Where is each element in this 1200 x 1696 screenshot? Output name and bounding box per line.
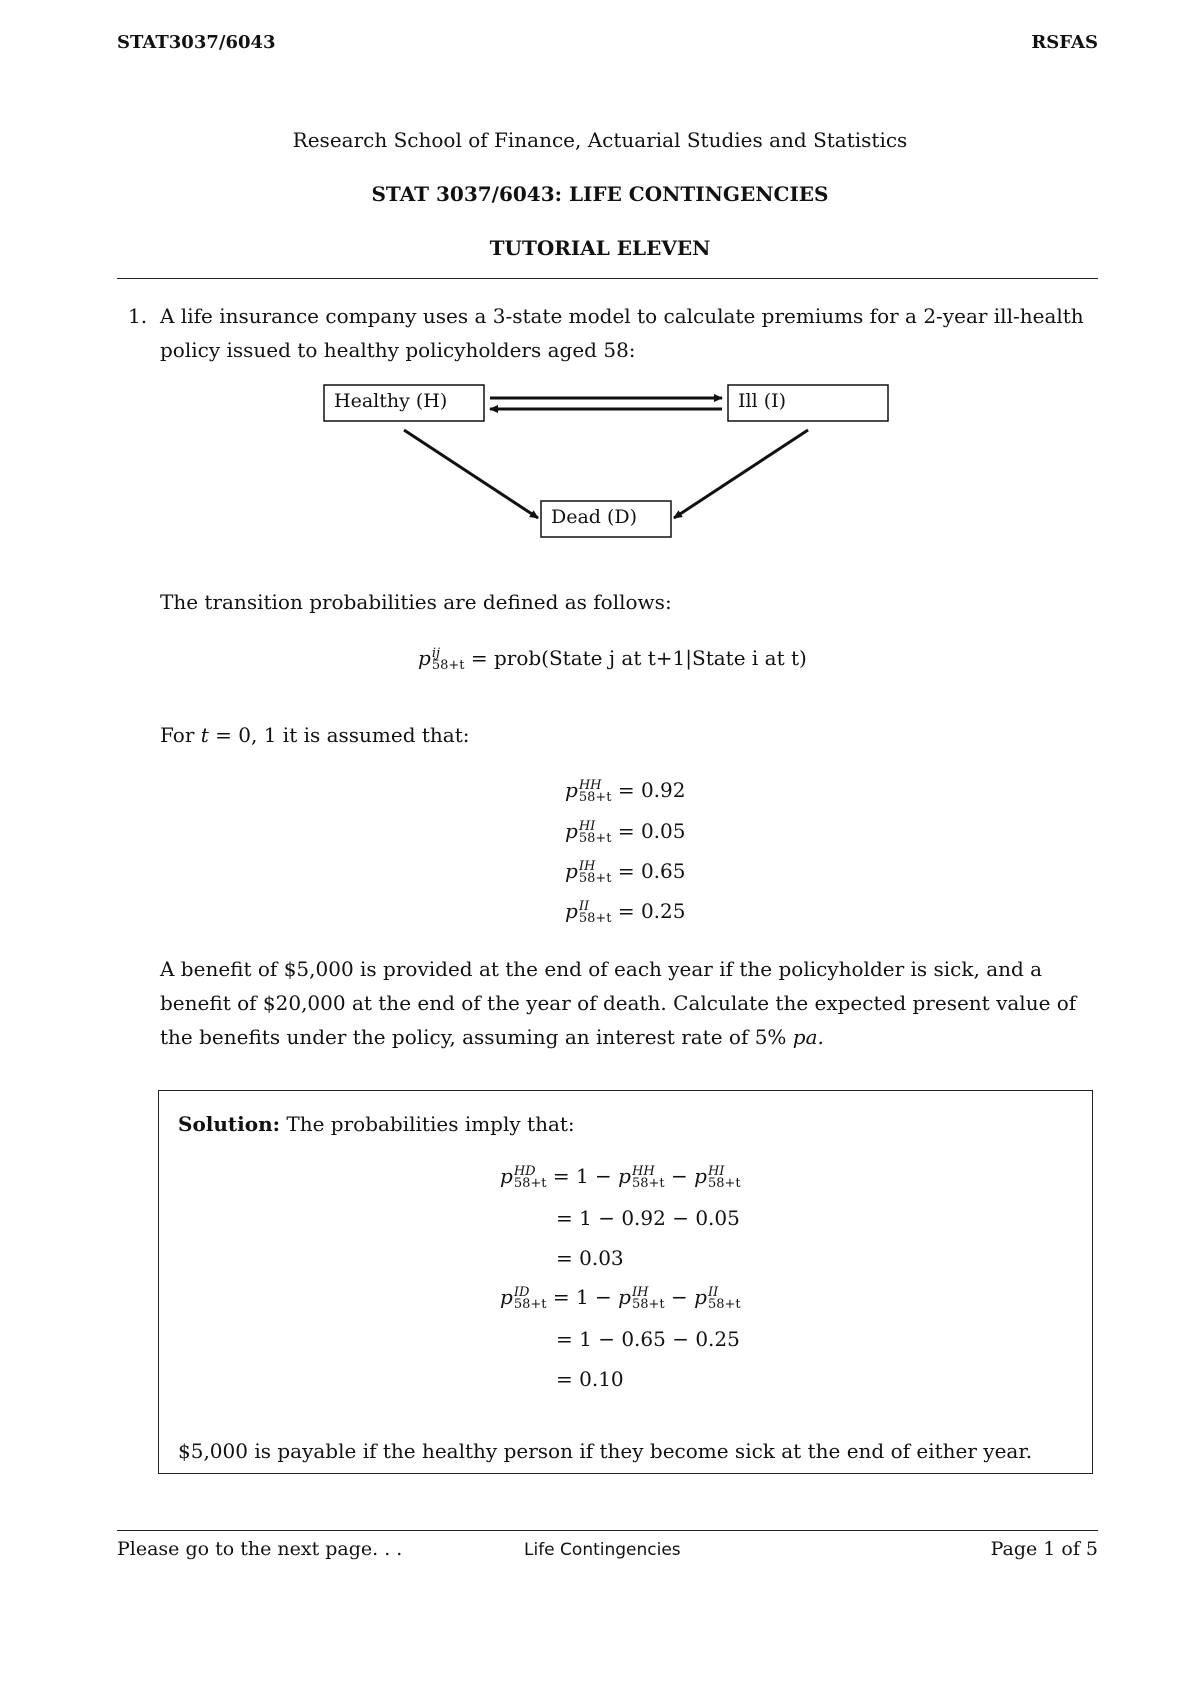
benefit-line3: the benefits under the policy, assuming an interest rate of 5% pa.: [160, 1025, 824, 1049]
question-intro-line2: policy issued to healthy policyholders aged 58:: [160, 338, 636, 362]
eq-hd-line3: = 0.03: [556, 1246, 624, 1270]
footer-left: Please go to the next page. . .: [117, 1538, 403, 1560]
prob-ii: p II 58+t = 0.25: [565, 898, 686, 926]
for-t-line: For t = 0, 1 it is assumed that:: [160, 723, 470, 747]
solution-box: [158, 1090, 1093, 1474]
definition-rhs: = prob(State j at t+1|State i at t): [470, 646, 807, 670]
prob-hh: p HH 58+t = 0.92: [565, 777, 686, 805]
solution-label: Solution:: [178, 1112, 281, 1136]
eq-id-line3: = 0.10: [556, 1367, 624, 1391]
eq-hd-line2: = 1 − 0.92 − 0.05: [556, 1206, 740, 1230]
healthy-state-label: Healthy (H): [334, 390, 448, 412]
tutorial-title: TUTORIAL ELEVEN: [489, 236, 711, 260]
footer-page-number: Page 1 of 5: [990, 1538, 1098, 1560]
ill-to-dead-arrow: [674, 430, 808, 518]
course-title: STAT 3037/6043: LIFE CONTINGENCIES: [371, 182, 829, 206]
dead-state-label: Dead (D): [551, 506, 638, 528]
transition-definition: p ij 58+t = prob(State j at t+1|State i at t): [418, 645, 807, 673]
ill-state-label: Ill (I): [738, 390, 787, 412]
state-diagram: [0, 0, 1200, 560]
p-symbol: p: [418, 646, 431, 670]
prob-hi: p HI 58+t = 0.05: [565, 818, 686, 846]
healthy-to-dead-arrow: [404, 430, 538, 518]
school-title: Research School of Finance, Actuarial Studies and Statistics: [292, 128, 908, 152]
benefit-line1: A benefit of $5,000 is provided at the end of each year if the policyholder is sick, and a: [160, 957, 1043, 981]
transition-text: The transition probabilities are defined as follows:: [160, 590, 672, 614]
question-intro-line1: A life insurance company uses a 3-state model to calculate premiums for a 2-year ill-health: [160, 304, 1084, 328]
solution-intro: Solution: The probabilities imply that:: [178, 1112, 575, 1136]
running-header-right: RSFAS: [1031, 32, 1098, 53]
benefit-line2: benefit of $20,000 at the end of the year of death. Calculate the expected present value of: [160, 991, 1077, 1015]
solution-closing: $5,000 is payable if the healthy person if they become sick at the end of either year.: [178, 1439, 1033, 1463]
footer-center: Life Contingencies: [524, 1540, 681, 1560]
footer-divider: [117, 1530, 1098, 1531]
running-header-left: STAT3037/6043: [117, 32, 276, 53]
question-number: 1.: [128, 304, 148, 328]
eq-id-line2: = 1 − 0.65 − 0.25: [556, 1327, 740, 1351]
eq-hd-line1: p HD 58+t = 1 − p HH 58+t − p HI 58+t: [500, 1163, 741, 1191]
prob-ih: p IH 58+t = 0.65: [565, 858, 686, 886]
eq-id-line1: p ID 58+t = 1 − p IH 58+t − p II 58+t: [500, 1284, 741, 1312]
